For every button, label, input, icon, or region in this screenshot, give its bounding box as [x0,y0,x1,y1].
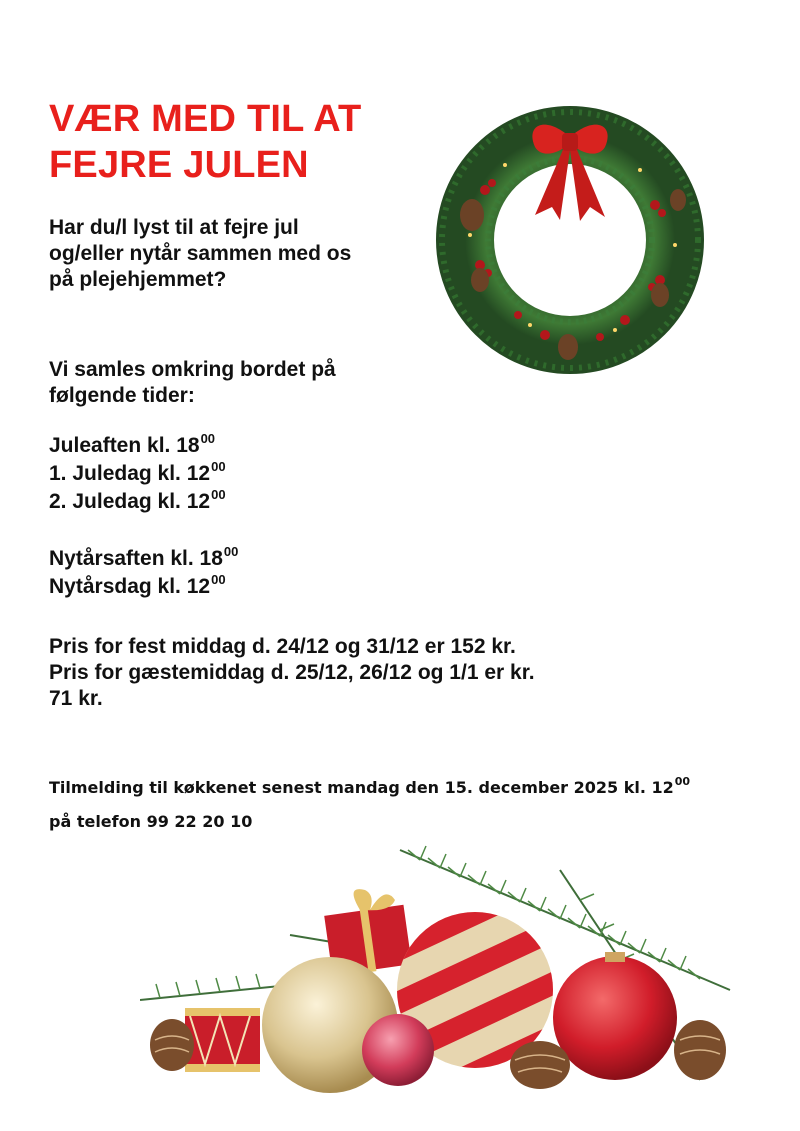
time-label: Nytårsaften kl. 18 [49,547,223,570]
intro-line: på plejehjemmet? [49,268,227,291]
time-entry [49,461,226,489]
signup-phone-line: på telefon 99 22 20 10 [49,812,253,831]
intro-line: Har du/l lyst til at fejre jul [49,216,299,239]
christmas-wreath-icon [430,95,710,375]
page-title [49,96,361,188]
gather-line: følgende tider: [49,384,195,407]
price-paragraph [49,634,535,712]
time-minutes: 00 [211,459,226,474]
time-label: 2. Juledag kl. 12 [49,490,211,513]
time-entry [49,574,238,602]
signup-paragraph [49,772,690,838]
signup-text: Tilmelding til køkkenet senest mandag den 15. december 2025 kl. 12 [49,778,674,797]
time-label: 1. Juledag kl. 12 [49,462,211,485]
intro-paragraph [49,215,351,293]
price-line: Pris for fest middag d. 24/12 og 31/12 er 152 kr. [49,635,516,658]
christmas-times [49,433,226,517]
price-line: 71 kr. [49,687,103,710]
time-minutes: 00 [211,572,226,587]
time-minutes: 00 [200,431,216,446]
time-label: Nytårsdag kl. 12 [49,575,211,598]
gather-paragraph [49,357,336,409]
title-line-2: FEJRE JULEN [49,144,309,186]
intro-line: og/eller nytår sammen med os [49,242,352,265]
time-entry [49,489,226,517]
time-entry [49,433,226,461]
signup-line [49,772,690,806]
gather-line: Vi samles omkring bordet på [49,358,336,381]
time-label: Juleaften kl. 18 [49,434,200,457]
price-line: Pris for gæstemiddag d. 25/12, 26/12 og 1/1 er kr. [49,661,535,684]
time-entry [49,546,238,574]
newyear-times [49,546,238,602]
signup-minutes: 00 [674,775,691,788]
time-minutes: 00 [223,544,239,559]
christmas-ornaments-icon [140,840,740,1100]
title-line-1: VÆR MED TIL AT [49,98,362,140]
time-minutes: 00 [211,487,226,502]
